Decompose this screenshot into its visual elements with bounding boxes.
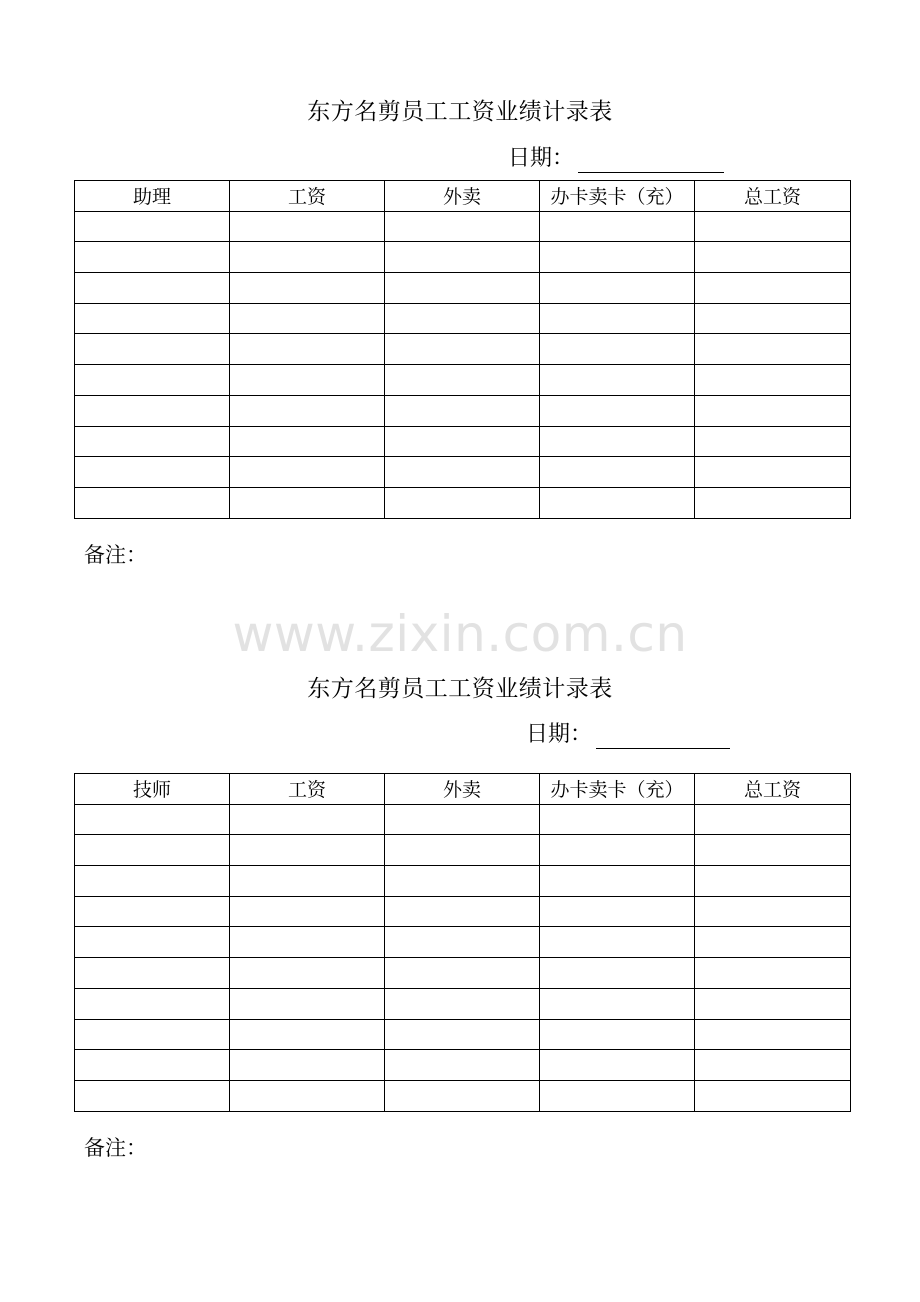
form-1-date-line <box>508 145 724 173</box>
table-cell[interactable] <box>230 365 385 396</box>
table-cell[interactable] <box>230 1019 385 1050</box>
table-cell[interactable] <box>540 1050 695 1081</box>
table-cell[interactable] <box>540 1080 695 1111</box>
table-row <box>75 211 851 242</box>
table-cell[interactable] <box>385 365 540 396</box>
table-cell[interactable] <box>75 426 230 457</box>
table-cell[interactable] <box>230 211 385 242</box>
table-cell[interactable] <box>695 835 851 866</box>
table-cell[interactable] <box>75 457 230 488</box>
column-header: 总工资 <box>695 181 851 212</box>
table-cell[interactable] <box>385 211 540 242</box>
table-row <box>75 896 851 927</box>
table-row <box>75 426 851 457</box>
table-row <box>75 1080 851 1111</box>
table-cell[interactable] <box>75 395 230 426</box>
column-header: 助理 <box>75 181 230 212</box>
form-2-header-row <box>75 774 851 805</box>
table-cell[interactable] <box>75 1019 230 1050</box>
table-cell[interactable] <box>540 835 695 866</box>
table-cell[interactable] <box>230 988 385 1019</box>
table-cell[interactable] <box>540 896 695 927</box>
table-cell[interactable] <box>385 242 540 273</box>
table-cell[interactable] <box>385 273 540 304</box>
table-cell[interactable] <box>230 303 385 334</box>
table-cell[interactable] <box>75 303 230 334</box>
table-cell[interactable] <box>540 242 695 273</box>
table-cell[interactable] <box>540 958 695 989</box>
table-cell[interactable] <box>540 1019 695 1050</box>
table-cell[interactable] <box>540 273 695 304</box>
table-cell[interactable] <box>230 835 385 866</box>
column-header: 办卡卖卡（充） <box>540 774 695 805</box>
table-cell[interactable] <box>695 988 851 1019</box>
table-cell[interactable] <box>385 1019 540 1050</box>
table-cell[interactable] <box>75 273 230 304</box>
column-header: 办卡卖卡（充） <box>540 181 695 212</box>
table-cell[interactable] <box>695 303 851 334</box>
table-cell[interactable] <box>230 487 385 518</box>
table-cell[interactable] <box>695 273 851 304</box>
table-cell[interactable] <box>230 1080 385 1111</box>
table-cell[interactable] <box>75 1080 230 1111</box>
table-cell[interactable] <box>695 1080 851 1111</box>
table-row <box>75 835 851 866</box>
watermark: www.zixin.com.cn <box>232 605 688 663</box>
form-2-date-line <box>526 721 730 749</box>
table-cell[interactable] <box>230 866 385 897</box>
table-cell[interactable] <box>75 896 230 927</box>
table-cell[interactable] <box>540 457 695 488</box>
column-header: 工资 <box>230 181 385 212</box>
table-cell[interactable] <box>540 395 695 426</box>
table-cell[interactable] <box>75 242 230 273</box>
table-cell[interactable] <box>695 927 851 958</box>
form-2-table-body <box>75 804 851 1111</box>
table-cell[interactable] <box>230 927 385 958</box>
table-cell[interactable] <box>230 334 385 365</box>
form-2-table <box>74 773 851 1112</box>
table-row <box>75 395 851 426</box>
form-2-date-label: 日期： <box>526 722 593 747</box>
column-header: 技师 <box>75 774 230 805</box>
table-cell[interactable] <box>540 988 695 1019</box>
table-row <box>75 804 851 835</box>
table-cell[interactable] <box>230 804 385 835</box>
column-header: 外卖 <box>385 774 540 805</box>
table-cell[interactable] <box>385 303 540 334</box>
form-1-table <box>74 180 851 519</box>
table-cell[interactable] <box>695 1019 851 1050</box>
table-cell[interactable] <box>385 896 540 927</box>
table-cell[interactable] <box>75 1050 230 1081</box>
table-cell[interactable] <box>385 334 540 365</box>
table-cell[interactable] <box>540 426 695 457</box>
table-cell[interactable] <box>230 457 385 488</box>
form-2-date-field[interactable] <box>596 724 730 749</box>
form-1-note-label: 备注： <box>84 543 147 567</box>
table-cell[interactable] <box>695 1050 851 1081</box>
table-cell[interactable] <box>75 988 230 1019</box>
table-cell[interactable] <box>695 334 851 365</box>
table-row <box>75 334 851 365</box>
table-cell[interactable] <box>540 487 695 518</box>
table-cell[interactable] <box>75 835 230 866</box>
table-row <box>75 1019 851 1050</box>
table-cell[interactable] <box>385 835 540 866</box>
table-cell[interactable] <box>695 426 851 457</box>
table-cell[interactable] <box>540 211 695 242</box>
form-1-table-body <box>75 211 851 518</box>
form-1-date-label: 日期： <box>508 146 575 171</box>
table-cell[interactable] <box>385 487 540 518</box>
table-cell[interactable] <box>385 395 540 426</box>
table-cell[interactable] <box>385 988 540 1019</box>
table-cell[interactable] <box>75 211 230 242</box>
table-cell[interactable] <box>230 426 385 457</box>
form-1-header-row <box>75 181 851 212</box>
table-cell[interactable] <box>230 1050 385 1081</box>
form-2-note-label: 备注： <box>84 1136 147 1160</box>
column-header: 工资 <box>230 774 385 805</box>
table-cell[interactable] <box>695 487 851 518</box>
table-cell[interactable] <box>230 896 385 927</box>
table-cell[interactable] <box>230 395 385 426</box>
table-cell[interactable] <box>540 303 695 334</box>
table-cell[interactable] <box>75 958 230 989</box>
table-row <box>75 303 851 334</box>
table-row <box>75 988 851 1019</box>
table-cell[interactable] <box>75 487 230 518</box>
table-row <box>75 487 851 518</box>
table-cell[interactable] <box>540 927 695 958</box>
table-cell[interactable] <box>385 1050 540 1081</box>
form-1-date-field[interactable] <box>578 148 724 173</box>
table-cell[interactable] <box>385 1080 540 1111</box>
table-cell[interactable] <box>385 866 540 897</box>
table-cell[interactable] <box>385 804 540 835</box>
table-cell[interactable] <box>75 804 230 835</box>
table-cell[interactable] <box>695 242 851 273</box>
table-cell[interactable] <box>540 804 695 835</box>
table-cell[interactable] <box>75 927 230 958</box>
table-cell[interactable] <box>75 334 230 365</box>
table-row <box>75 1050 851 1081</box>
table-row <box>75 273 851 304</box>
table-row <box>75 927 851 958</box>
table-cell[interactable] <box>695 211 851 242</box>
table-cell[interactable] <box>540 365 695 396</box>
table-cell[interactable] <box>230 242 385 273</box>
column-header: 外卖 <box>385 181 540 212</box>
table-row <box>75 242 851 273</box>
table-row <box>75 457 851 488</box>
table-cell[interactable] <box>75 866 230 897</box>
column-header: 总工资 <box>695 774 851 805</box>
table-cell[interactable] <box>385 426 540 457</box>
table-cell[interactable] <box>695 457 851 488</box>
form-2-title: 东方名剪员工工资业绩计录表 <box>307 676 613 702</box>
table-cell[interactable] <box>695 365 851 396</box>
table-cell[interactable] <box>540 334 695 365</box>
table-cell[interactable] <box>695 958 851 989</box>
table-row <box>75 866 851 897</box>
table-row <box>75 365 851 396</box>
table-cell[interactable] <box>540 866 695 897</box>
table-cell[interactable] <box>695 804 851 835</box>
table-cell[interactable] <box>230 273 385 304</box>
table-cell[interactable] <box>75 365 230 396</box>
table-cell[interactable] <box>695 395 851 426</box>
table-cell[interactable] <box>695 866 851 897</box>
table-cell[interactable] <box>385 927 540 958</box>
table-cell[interactable] <box>385 958 540 989</box>
table-cell[interactable] <box>695 896 851 927</box>
table-row <box>75 958 851 989</box>
table-cell[interactable] <box>385 457 540 488</box>
table-cell[interactable] <box>230 958 385 989</box>
form-1-title: 东方名剪员工工资业绩计录表 <box>307 99 613 125</box>
